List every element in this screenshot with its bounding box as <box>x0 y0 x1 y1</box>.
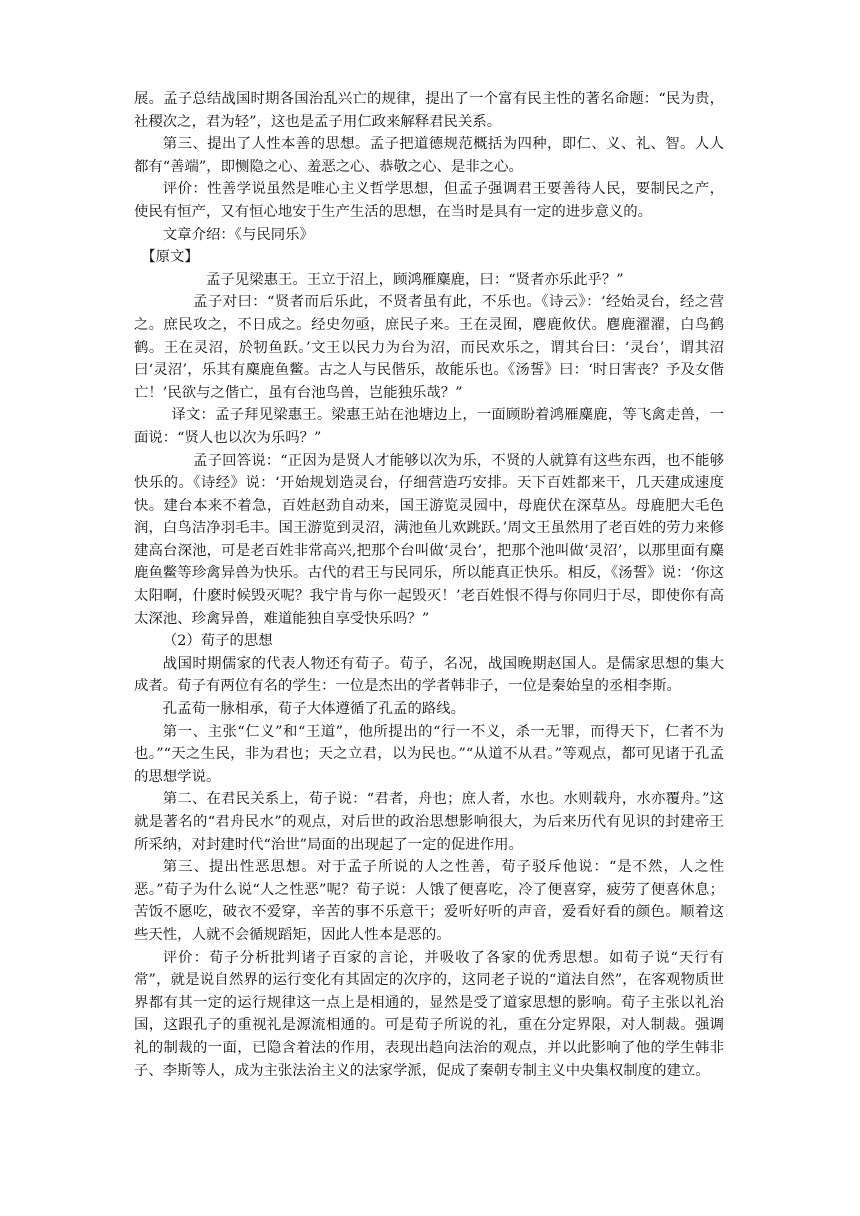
paragraph-xunzi-lineage: 孔孟荀一脉相承，荀子大体遵循了孔孟的路线。 <box>162 701 466 718</box>
paragraph-mencius-evaluation: 评价：性善学说虽然是唯心主义哲学思想，但孟子强调君王要善待人民，要制民之产，使民有恒产，又有恒心地安于生产生活的思想，在当时是具有一定的进步意义的。 <box>134 181 724 220</box>
paragraph-xunzi-first: 第一、主张“仁义”和“王道”，他所提出的“行一不义，杀一无罪，而得天下，仁者不为也。”“天之生民，非为君也；天之立君，以为民也。”“从道不从君。”等观点，都可见诸于孔孟的思想学说。 <box>134 723 724 785</box>
original-text-opening: 孟子见梁惠王。王立于沼上，顾鸿雁麋鹿，曰：“贤者亦乐此乎？” <box>206 271 624 288</box>
paragraph-xunzi-intro: 战国时期儒家的代表人物还有荀子。荀子，名况，战国晚期赵国人。是儒家思想的集大成者。荀子有两位有名的学生：一位是杰出的学者韩非子，一位是秦始皇的丞相李斯。 <box>134 655 724 695</box>
article-intro-heading: 文章介绍：《与民同乐》 <box>162 226 314 243</box>
document-body <box>134 88 724 1082</box>
paragraph-xunzi-evaluation: 评价：荀子分析批判诸子百家的言论，并吸收了各家的优秀思想。如荀子说“天行有常”，就是说自然界的运行变化有其固定的次序的，这同老子说的“道法自然”，在客观物质世界都有其一定的运行规律这一点上是相通的，显然是受了道家思想的影响。荀子主张以礼治国，这跟孔子的重视礼是源流相通的。可是荀子所说的礼，重在分定界限，对人制裁。强调礼的制裁的一面，已隐含着法的作用，表现出趋向法治的观点，并以此影响了他的学生韩非子、李斯等人，成为主张法治主义的法家学派，促成了秦朝专制主义中央集权制度的建立。 <box>134 949 724 1079</box>
paragraph-xunzi-third: 第三、提出性恶思想。对于孟子所说的人之性善，荀子驳斥他说：“是不然，人之性恶。”荀子为什么说“人之性恶”呢？荀子说：人饿了便喜吃，冷了便喜穿，疲劳了便喜休息；苦饭不愿吃，破衣不爱穿，辛苦的事不乐意干；爱听好听的声音，爱看好看的颜色。顺着这些天性，人就不会循规蹈矩，因此人性本是恶的。 <box>134 859 724 943</box>
original-text-heading: 【原文】 <box>141 249 199 266</box>
translation-opening: 译文：孟子拜见梁惠王。梁惠王站在池塘边上，一面顾盼着鸿雁麋鹿，等飞禽走兽，一面说：“贤人也以次为乐吗？” <box>134 407 724 446</box>
translation-reply: 孟子回答说：“正因为是贤人才能够以次为乐，不贤的人就算有这些东西，也不能够快乐的。《诗经》说：‘开始规划造灵台，仔细营造巧安排。天下百姓都来干，几天建成速度快。建台本来不着急，百姓赵劲自动来，国王游览灵园中，母鹿伏在深草丛。母鹿肥大毛色润，白鸟洁净羽毛丰。国王游览到灵沼，满池鱼儿欢跳跃。’周文王虽然用了老百姓的劳力来修建高台深池，可是老百姓非常高兴,把那个台叫做‘灵台’，把那个池叫做‘灵沼’，以那里面有麋鹿鱼鳖等珍禽异兽为快乐。古代的君王与民同乐，所以能真正快乐。相反，《汤誓》说：‘你这太阳啊，什麽时候毁灭呢？我宁肯与你一起毁灭！’老百姓恨不得与你同归于尽，即使你有高太深池、珍禽异兽，难道能独自享受快乐吗？” <box>134 452 724 627</box>
paragraph-mencius-conclusion: 展。孟子总结战国时期各国治乱兴亡的规律，提出了一个富有民主性的著名命题：“民为贵，社稷次之，君为轻”，这也是孟子用仁政来解释君民关系。 <box>134 91 724 130</box>
paragraph-human-nature-good: 第三、提出了人性本善的思想。孟子把道德规范概括为四种，即仁、义、礼、智。人人都有“善端”，即恻隐之心、羞恶之心、恭敬之心、是非之心。 <box>134 136 724 175</box>
section-heading-xunzi: （2）荀子的思想 <box>162 633 273 650</box>
original-text-reply: 孟子对曰：“贤者而后乐此，不贤者虽有此，不乐也。《诗云》：‘经始灵台，经之营之。庶民攻之，不日成之。经史勿亟，庶民子来。王在灵囿，麀鹿攸伏。麀鹿濯濯，白鸟鹤鹤。王在灵沼，於牣鱼跃。’文王以民力为台为沼，而民欢乐之，谓其台曰：‘灵台’，谓其沼曰‘灵沼’，乐其有麋鹿鱼鳖。古之人与民偕乐，故能乐也。《汤誓》曰：‘时日害丧？予及女偕亡！’民欲与之偕亡，虽有台池鸟兽，岂能独乐哉？” <box>134 294 724 401</box>
paragraph-xunzi-second: 第二、在君民关系上，荀子说：“君者，舟也；庶人者，水也。水则载舟，水亦覆舟。”这就是著名的“君舟民水”的观点，对后世的政治思想影响很大，为后来历代有见识的封建帝王所采纳，对封建时代“治世”局面的出现起了一定的促进作用。 <box>134 791 724 853</box>
